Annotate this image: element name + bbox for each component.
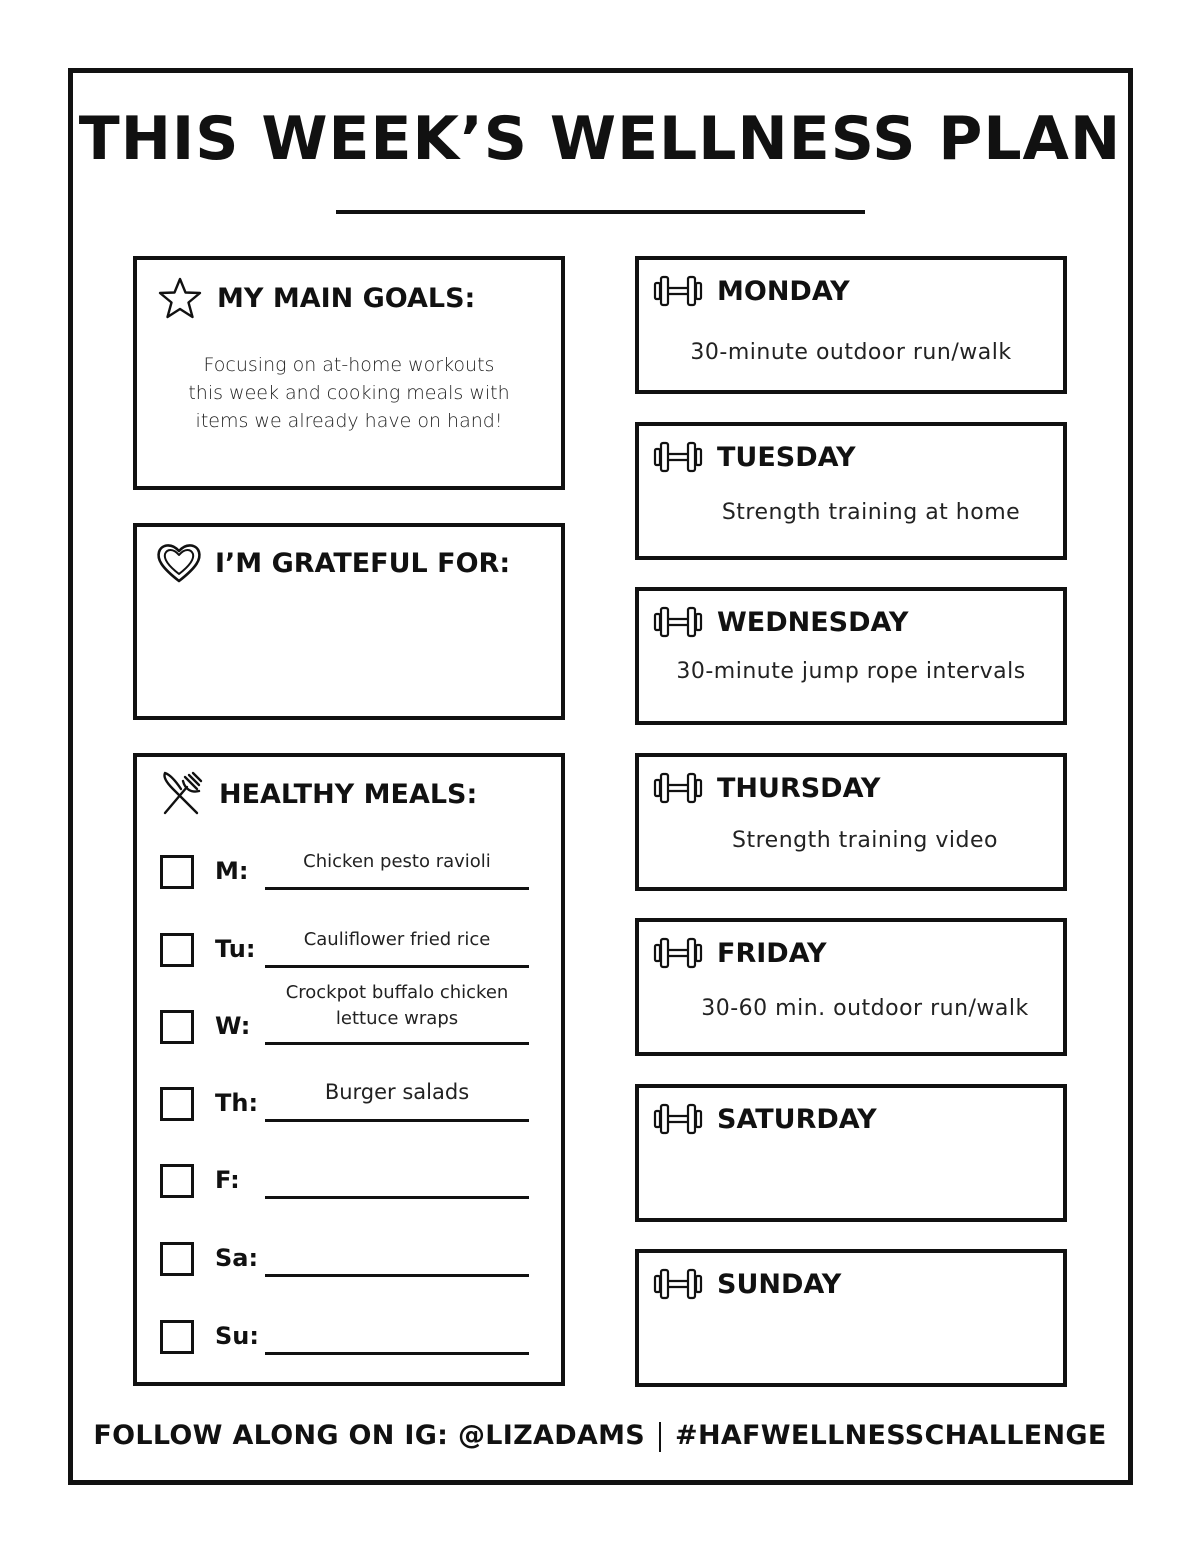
meal-day-label: Th:: [215, 1089, 259, 1117]
meals-heading: HEALTHY MEALS:: [219, 778, 478, 810]
meal-line: [265, 1042, 529, 1045]
dumbbell-icon: [653, 605, 703, 639]
dumbbell-icon: [653, 1267, 703, 1301]
day-heading: MONDAY: [717, 275, 850, 307]
meal-row-saturday: [160, 1242, 540, 1282]
page-title: THIS WEEK’S WELLNESS PLAN: [78, 104, 1122, 174]
dumbbell-icon: [653, 440, 703, 474]
fork-knife-icon: [159, 771, 203, 817]
meal-row-friday: [160, 1164, 540, 1204]
footer-follow: FOLLOW ALONG ON IG: @LIZADAMS: [93, 1420, 646, 1451]
day-plan[interactable]: 30-60 min. outdoor run/walk: [701, 996, 1029, 1021]
meal-checkbox[interactable]: [160, 855, 194, 889]
meal-checkbox[interactable]: [160, 1087, 194, 1121]
day-plan[interactable]: Strength training at home: [721, 500, 1021, 525]
day-box-tuesday: [635, 422, 1067, 560]
dumbbell-icon: [653, 274, 703, 308]
day-heading: WEDNESDAY: [717, 606, 909, 638]
meal-checkbox[interactable]: [160, 1242, 194, 1276]
footer-hashtag: #HAFWELLNESSCHALLENGE: [675, 1420, 1107, 1451]
meal-checkbox[interactable]: [160, 1164, 194, 1198]
day-box-saturday: [635, 1084, 1067, 1222]
meal-row-sunday: [160, 1320, 540, 1360]
meal-day-label: Su:: [215, 1322, 259, 1350]
meal-line: [265, 965, 529, 968]
day-box-sunday: [635, 1249, 1067, 1387]
dumbbell-icon: [653, 771, 703, 805]
dumbbell-icon: [653, 936, 703, 970]
day-box-monday: [635, 256, 1067, 394]
meal-checkbox[interactable]: [160, 933, 194, 967]
meal-entry[interactable]: Crockpot buffalo chicken lettuce wraps: [285, 982, 509, 1029]
title-divider: [336, 210, 865, 214]
footer-separator: [659, 1422, 661, 1452]
meal-line: [265, 1274, 529, 1277]
day-box-friday: [635, 918, 1067, 1056]
day-box-wednesday: [635, 587, 1067, 725]
meal-checkbox[interactable]: [160, 1010, 194, 1044]
dumbbell-icon: [653, 1102, 703, 1136]
meal-checkbox[interactable]: [160, 1320, 194, 1354]
day-box-thursday: [635, 753, 1067, 891]
meal-day-label: Tu:: [215, 935, 256, 963]
meal-entry[interactable]: Chicken pesto ravioli: [303, 851, 491, 872]
goals-text: [137, 351, 561, 435]
meal-day-label: M:: [215, 857, 249, 885]
grateful-heading: I’M GRATEFUL FOR:: [215, 547, 511, 579]
day-heading: SATURDAY: [717, 1103, 877, 1135]
day-heading: THURSDAY: [717, 772, 881, 804]
day-plan[interactable]: 30-minute outdoor run/walk: [690, 340, 1012, 365]
star-icon: [157, 276, 203, 320]
heart-icon: [155, 541, 203, 585]
footer: [0, 1420, 1200, 1452]
meal-day-label: F:: [215, 1166, 240, 1194]
meal-entry[interactable]: Burger salads: [324, 1080, 470, 1104]
goals-box: [133, 256, 565, 490]
meal-line: [265, 1352, 529, 1355]
grateful-box: [133, 523, 565, 720]
day-heading: SUNDAY: [717, 1268, 842, 1300]
meal-row-monday: [160, 851, 540, 895]
meal-row-thursday: [160, 1080, 540, 1127]
meal-row-wednesday: [160, 982, 540, 1050]
meals-box: [133, 753, 565, 1386]
goals-line: this week and cooking meals with: [188, 382, 510, 404]
meal-day-label: Sa:: [215, 1244, 259, 1272]
goals-line: items we already have on hand!: [195, 410, 503, 432]
goals-line: Focusing on at-home workouts: [203, 354, 495, 376]
day-plan[interactable]: Strength training video: [732, 828, 998, 853]
meal-line: [265, 1119, 529, 1122]
day-heading: FRIDAY: [717, 937, 827, 969]
meal-entry[interactable]: Cauliflower fried rice: [303, 929, 491, 950]
meal-day-label: W:: [215, 1012, 251, 1040]
day-plan[interactable]: 30-minute jump rope intervals: [676, 659, 1026, 684]
goals-heading: MY MAIN GOALS:: [217, 282, 476, 314]
meal-line: [265, 887, 529, 890]
meal-row-tuesday: [160, 929, 540, 973]
day-heading: TUESDAY: [717, 441, 856, 473]
meal-line: [265, 1196, 529, 1199]
